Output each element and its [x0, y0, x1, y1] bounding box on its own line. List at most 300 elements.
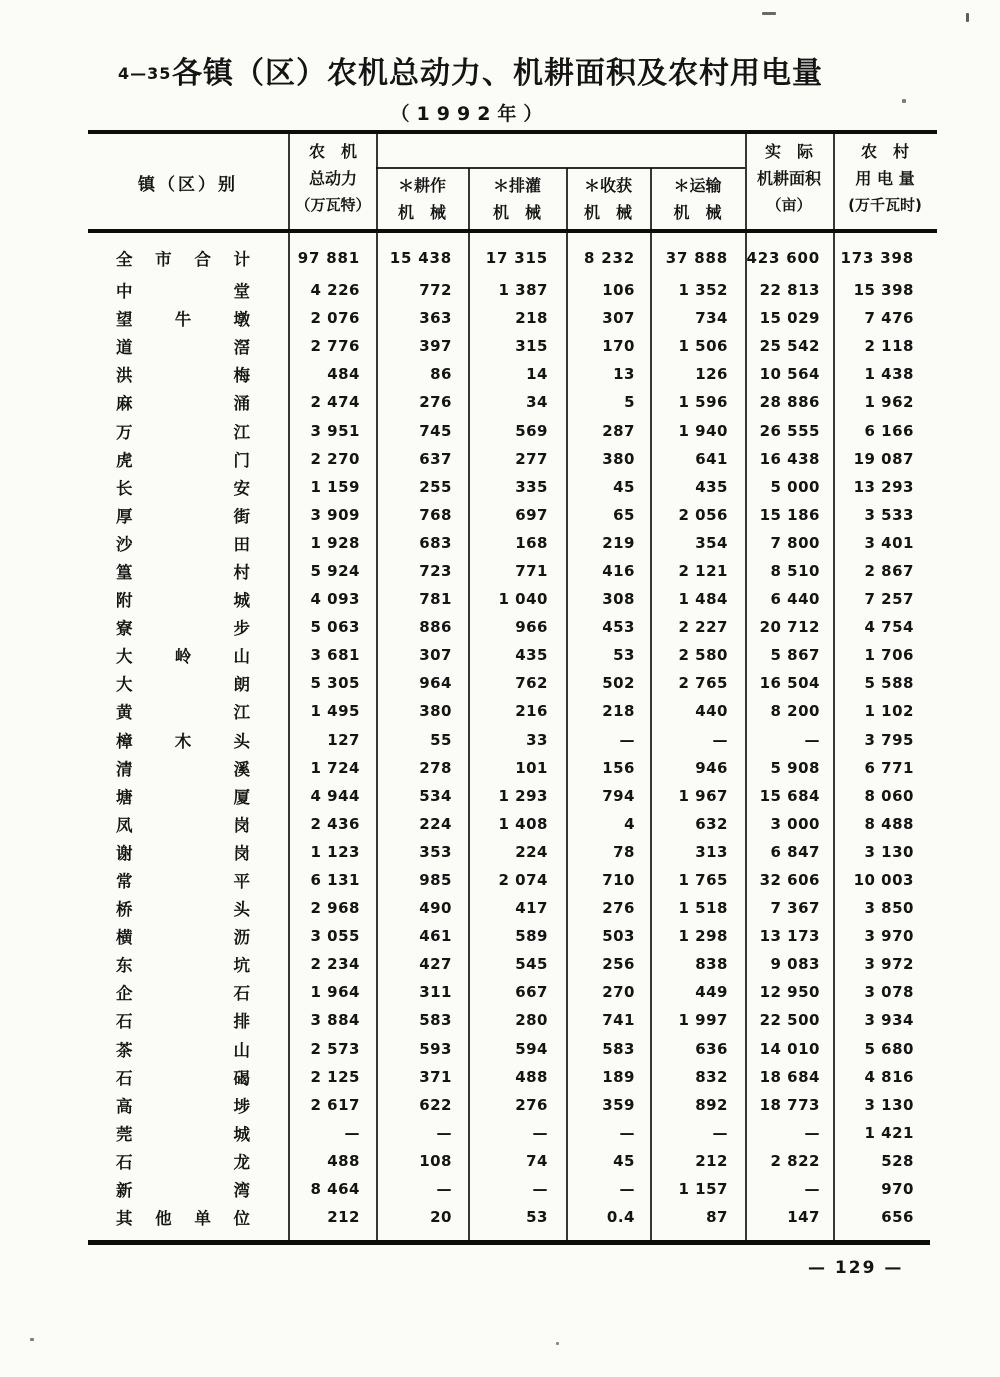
cell-harvest: 170	[602, 337, 635, 356]
row-label-char: 排	[233, 1012, 250, 1032]
cell-electricity: 6 771	[864, 758, 914, 777]
cell-area: 12 950	[759, 983, 820, 1002]
row-label-char: 村	[233, 562, 250, 582]
cell-area: 147	[787, 1208, 820, 1227]
cell-irrigation: 74	[526, 1151, 548, 1170]
row-label-char: 田	[233, 534, 250, 554]
page-subtitle: （1992年）	[390, 103, 550, 125]
row-label	[88, 503, 288, 527]
cell-power: 2 234	[310, 955, 360, 974]
row-label-text	[116, 840, 250, 864]
table-row	[88, 1203, 940, 1231]
cell-area: 15 684	[759, 786, 820, 805]
cell-electricity: 3 533	[864, 505, 914, 524]
row-label-char: 石	[116, 1152, 133, 1172]
cell-harvest: 53	[613, 646, 635, 665]
table-row	[88, 360, 940, 388]
cell-harvest: 502	[602, 674, 635, 693]
cell-harvest: 218	[602, 702, 635, 721]
scan-speck	[30, 1338, 34, 1341]
row-label	[88, 1008, 288, 1032]
cell-area: 25 542	[759, 337, 820, 356]
cell-tillage: 15 438	[389, 249, 452, 267]
row-label-char: 单	[194, 1209, 211, 1229]
row-label-char: 滘	[233, 338, 250, 358]
cell-power: 2 474	[310, 393, 360, 412]
row-label-char: 岗	[233, 843, 250, 863]
row-label-text	[116, 671, 250, 695]
row-label-text	[116, 246, 250, 270]
row-label-char: 朗	[233, 675, 250, 695]
cell-irrigation: 14	[526, 365, 548, 384]
row-label-text	[116, 362, 250, 386]
row-label	[88, 390, 288, 414]
cell-irrigation: 488	[515, 1067, 548, 1086]
cell-transport: 435	[695, 477, 728, 496]
row-label	[88, 334, 288, 358]
cell-power: 5 063	[310, 618, 360, 637]
row-label-char: 堂	[233, 282, 250, 302]
row-label-char: 大	[116, 675, 133, 695]
table-row	[88, 1119, 940, 1147]
table-row	[88, 1091, 940, 1119]
row-label-char: 横	[116, 928, 133, 948]
cell-electricity: 3 401	[864, 533, 914, 552]
cell-irrigation: 216	[515, 702, 548, 721]
row-label-char: 高	[116, 1096, 133, 1116]
row-label	[88, 559, 288, 583]
table-row	[88, 838, 940, 866]
table-row	[88, 894, 940, 922]
cell-tillage: 307	[419, 646, 452, 665]
cell-harvest: 503	[602, 927, 635, 946]
cell-harvest: 710	[602, 871, 635, 890]
cell-harvest: 256	[602, 955, 635, 974]
row-label-char: 他	[155, 1209, 172, 1229]
row-label	[88, 362, 288, 386]
row-label-text	[116, 868, 250, 892]
cell-harvest: 106	[602, 281, 635, 300]
cell-transport: 1 596	[678, 393, 728, 412]
cell-electricity: 970	[881, 1180, 914, 1199]
table-body	[88, 240, 940, 1231]
cell-area: 10 564	[759, 365, 820, 384]
cell-irrigation: 218	[515, 309, 548, 328]
table-row	[88, 388, 940, 416]
cell-electricity: 2 867	[864, 561, 914, 580]
cell-tillage: 781	[419, 590, 452, 609]
row-label-char: 塘	[116, 787, 133, 807]
cell-area: 9 083	[770, 955, 820, 974]
row-label-text	[116, 1149, 250, 1173]
table-row	[88, 304, 940, 332]
row-label-char: 企	[116, 984, 133, 1004]
scan-speck	[902, 99, 906, 103]
row-label-char: 全	[116, 250, 133, 269]
cell-power: 5 305	[310, 674, 360, 693]
cell-transport: 2 056	[678, 505, 728, 524]
cell-area: 16 504	[759, 674, 820, 693]
header-unit: （万瓦特）	[295, 196, 371, 214]
cell-electricity: 2 118	[864, 337, 914, 356]
cell-power: 4 226	[310, 281, 360, 300]
cell-tillage: 276	[419, 393, 452, 412]
table-row	[88, 669, 940, 697]
row-label-char: 城	[233, 1124, 250, 1144]
cell-transport: 440	[695, 702, 728, 721]
table-row	[88, 1063, 940, 1091]
cell-electricity: 8 488	[864, 814, 914, 833]
cell-area: 18 684	[759, 1067, 820, 1086]
cell-power: 1 964	[310, 983, 360, 1002]
row-label-char: 湾	[233, 1181, 250, 1201]
row-label-char: 沥	[233, 928, 250, 948]
cell-electricity: 13 293	[853, 477, 914, 496]
cell-irrigation: 435	[515, 646, 548, 665]
row-label-char: 沙	[116, 534, 133, 554]
row-label-char: 篁	[116, 562, 133, 582]
cell-area: 15 186	[759, 505, 820, 524]
row-label-char: 道	[116, 338, 133, 358]
table-row	[88, 613, 940, 641]
cell-irrigation: 335	[515, 477, 548, 496]
table-row-citywide-total	[88, 240, 940, 276]
row-label	[88, 756, 288, 780]
table-row	[88, 416, 940, 444]
row-label-char: 厦	[233, 787, 250, 807]
cell-transport: 641	[695, 449, 728, 468]
cell-tillage: 278	[419, 758, 452, 777]
cell-power: 484	[327, 365, 360, 384]
cell-harvest: 5	[624, 393, 635, 412]
cell-tillage: 637	[419, 449, 452, 468]
row-label-text	[116, 447, 250, 471]
cell-electricity: 656	[881, 1208, 914, 1227]
table-row	[88, 501, 940, 529]
row-label-char: 合	[194, 250, 211, 269]
row-label-char: 计	[233, 250, 250, 269]
header-line: 用 电 量	[855, 169, 915, 188]
cell-transport: 636	[695, 1039, 728, 1058]
cell-electricity: 7 257	[864, 590, 914, 609]
cell-irrigation: 53	[526, 1208, 548, 1227]
header-line: 机 械	[583, 203, 632, 222]
cell-transport: 2 580	[678, 646, 728, 665]
cell-irrigation: 1 293	[498, 786, 548, 805]
cell-area: 7 367	[770, 899, 820, 918]
row-label	[88, 896, 288, 920]
header-line: 机 械	[492, 203, 541, 222]
table-row	[88, 332, 940, 360]
row-label-char: 碣	[233, 1068, 250, 1088]
cell-tillage: 534	[419, 786, 452, 805]
cell-area: 14 010	[759, 1039, 820, 1058]
cell-power: 2 436	[310, 814, 360, 833]
cell-area: 423 600	[746, 249, 820, 267]
cell-power: 2 776	[310, 337, 360, 356]
row-label-text	[116, 952, 250, 976]
cell-area: —	[804, 1180, 820, 1199]
cell-tillage: 224	[419, 814, 452, 833]
cell-electricity: 3 970	[864, 927, 914, 946]
row-label-char: 头	[233, 900, 250, 920]
cell-harvest: 359	[602, 1095, 635, 1114]
cell-harvest: 156	[602, 758, 635, 777]
cell-electricity: 6 166	[864, 421, 914, 440]
cell-harvest: 308	[602, 590, 635, 609]
cell-transport: 832	[695, 1067, 728, 1086]
cell-transport: 1 484	[678, 590, 728, 609]
row-label-char: 木	[174, 731, 192, 751]
row-label-char: 山	[233, 1040, 250, 1060]
header-line: 总动力	[308, 169, 357, 188]
header-machine-tilled-area	[745, 138, 833, 219]
row-label-text	[116, 980, 250, 1004]
cell-area: 22 500	[759, 1011, 820, 1030]
row-label-text	[116, 812, 250, 836]
row-label	[88, 812, 288, 836]
cell-harvest: 0.4	[606, 1208, 635, 1227]
row-label	[88, 699, 288, 723]
row-label-char: 平	[233, 872, 250, 892]
table-number: 4—35	[118, 64, 172, 83]
scan-speck	[556, 1342, 559, 1345]
cell-irrigation: 545	[515, 955, 548, 974]
cell-irrigation: 276	[515, 1095, 548, 1114]
cell-harvest: 287	[602, 421, 635, 440]
table-row	[88, 922, 940, 950]
header-rural-electricity	[833, 138, 937, 219]
cell-electricity: 3 130	[864, 842, 914, 861]
cell-tillage: 311	[419, 983, 452, 1002]
header-line: ＊收获	[583, 176, 632, 195]
row-label-char: 大	[116, 647, 133, 667]
row-label-char: 山	[233, 647, 250, 667]
cell-power: 2 573	[310, 1039, 360, 1058]
cell-irrigation: 33	[526, 730, 548, 749]
table-row	[88, 782, 940, 810]
row-label-text	[116, 1121, 250, 1145]
cell-power: 97 881	[297, 249, 360, 267]
row-label-text	[116, 503, 250, 527]
cell-area: 6 440	[770, 590, 820, 609]
cell-irrigation: 697	[515, 505, 548, 524]
cell-area: —	[804, 730, 820, 749]
cell-tillage: 583	[419, 1011, 452, 1030]
table-row	[88, 950, 940, 978]
table-row	[88, 1175, 940, 1203]
row-label	[88, 419, 288, 443]
row-label	[88, 840, 288, 864]
row-label-char: 茶	[116, 1040, 133, 1060]
row-label	[88, 1121, 288, 1145]
cell-electricity: 528	[881, 1151, 914, 1170]
row-label	[88, 246, 288, 270]
cell-transport: —	[712, 730, 728, 749]
cell-power: 3 909	[310, 505, 360, 524]
cell-transport: 632	[695, 814, 728, 833]
row-label-text	[116, 390, 250, 414]
row-label-char: 附	[116, 591, 133, 611]
row-label	[88, 643, 288, 667]
cell-irrigation: 315	[515, 337, 548, 356]
cell-harvest: 453	[602, 618, 635, 637]
machinery-box-top-line	[376, 167, 745, 169]
cell-power: 1 159	[310, 477, 360, 496]
cell-area: 26 555	[759, 421, 820, 440]
cell-irrigation: 762	[515, 674, 548, 693]
row-label-char: 步	[233, 619, 250, 639]
table-row	[88, 978, 940, 1006]
row-label	[88, 671, 288, 695]
table-row	[88, 445, 940, 473]
row-label	[88, 1205, 288, 1229]
cell-irrigation: 280	[515, 1011, 548, 1030]
header-unit: （亩）	[766, 196, 812, 214]
cell-power: 2 968	[310, 899, 360, 918]
header-town-district: 镇（区）别	[138, 175, 238, 195]
row-label	[88, 1177, 288, 1201]
cell-irrigation: 771	[515, 561, 548, 580]
cell-electricity: 8 060	[864, 786, 914, 805]
row-label-text	[116, 587, 250, 611]
cell-tillage: 593	[419, 1039, 452, 1058]
row-label-text	[116, 1008, 250, 1032]
row-label	[88, 447, 288, 471]
row-label-text	[116, 1037, 250, 1061]
cell-harvest: 276	[602, 899, 635, 918]
cell-electricity: 3 934	[864, 1011, 914, 1030]
cell-irrigation: —	[532, 1123, 548, 1142]
cell-tillage: 768	[419, 505, 452, 524]
cell-tillage: 490	[419, 899, 452, 918]
row-label-char: 樟	[116, 731, 133, 751]
header-line: 农 村	[860, 142, 909, 161]
cell-harvest: 189	[602, 1067, 635, 1086]
cell-electricity: 5 588	[864, 674, 914, 693]
cell-electricity: 3 130	[864, 1095, 914, 1114]
cell-electricity: 1 102	[864, 702, 914, 721]
cell-power: 3 884	[310, 1011, 360, 1030]
cell-area: 15 029	[759, 309, 820, 328]
row-label-char: 埗	[233, 1096, 250, 1116]
cell-tillage: 55	[430, 730, 452, 749]
table-row	[88, 726, 940, 754]
cell-power: 6 131	[310, 871, 360, 890]
row-label-char: 坑	[233, 956, 250, 976]
cell-area: 32 606	[759, 871, 820, 890]
header-line: 机耕面积	[756, 169, 821, 188]
header-harvest-machinery	[566, 172, 650, 226]
cell-harvest: —	[619, 730, 635, 749]
cell-transport: 1 157	[678, 1180, 728, 1199]
cell-transport: 1 298	[678, 927, 728, 946]
row-label-char: 岗	[233, 815, 250, 835]
cell-area: 8 510	[770, 561, 820, 580]
row-label-text	[116, 1205, 250, 1229]
row-label-char: 头	[233, 731, 250, 751]
cell-power: 8 464	[310, 1180, 360, 1199]
row-label-char: 墩	[233, 310, 250, 330]
header-unit: (万千瓦时)	[848, 196, 922, 214]
cell-electricity: 5 680	[864, 1039, 914, 1058]
cell-area: 5 908	[770, 758, 820, 777]
cell-tillage: 255	[419, 477, 452, 496]
cell-power: 1 495	[310, 702, 360, 721]
row-label-char: 涌	[233, 394, 250, 414]
cell-harvest: 45	[613, 1151, 635, 1170]
cell-harvest: 380	[602, 449, 635, 468]
cell-electricity: 3 850	[864, 899, 914, 918]
scan-speck	[966, 13, 969, 22]
row-label	[88, 587, 288, 611]
cell-power: 1 928	[310, 533, 360, 552]
cell-transport: 37 888	[665, 249, 728, 267]
cell-electricity: 15 398	[853, 281, 914, 300]
cell-area: 28 886	[759, 393, 820, 412]
header-line: 机 械	[397, 203, 446, 222]
row-label-char: 梅	[233, 366, 250, 386]
cell-transport: 87	[706, 1208, 728, 1227]
cell-transport: 946	[695, 758, 728, 777]
cell-harvest: 270	[602, 983, 635, 1002]
header-line: 机 械	[673, 203, 722, 222]
cell-area: 7 800	[770, 533, 820, 552]
row-label	[88, 1037, 288, 1061]
cell-tillage: 86	[430, 365, 452, 384]
cell-irrigation: 168	[515, 533, 548, 552]
row-label-char: 万	[116, 422, 133, 442]
row-label	[88, 1065, 288, 1089]
cell-electricity: 10 003	[853, 871, 914, 890]
cell-tillage: 363	[419, 309, 452, 328]
table-bottom-rule	[88, 1240, 930, 1245]
cell-transport: 1 940	[678, 421, 728, 440]
cell-tillage: —	[436, 1123, 452, 1142]
row-label-char: 门	[233, 450, 250, 470]
cell-irrigation: 2 074	[498, 871, 548, 890]
cell-harvest: 794	[602, 786, 635, 805]
cell-area: 13 173	[759, 927, 820, 946]
row-label-char: 桥	[116, 900, 133, 920]
cell-irrigation: —	[532, 1180, 548, 1199]
row-label	[88, 306, 288, 330]
cell-transport: 212	[695, 1151, 728, 1170]
cell-area: 5 000	[770, 477, 820, 496]
cell-transport: 1 997	[678, 1011, 728, 1030]
cell-power: 2 617	[310, 1095, 360, 1114]
row-label-text	[116, 334, 250, 358]
cell-power: 3 055	[310, 927, 360, 946]
page-title: 各镇（区）农机总动力、机耕面积及农村用电量	[172, 56, 823, 91]
row-label	[88, 615, 288, 639]
cell-transport: 1 518	[678, 899, 728, 918]
row-label	[88, 475, 288, 499]
header-line: 农 机	[308, 142, 357, 161]
cell-transport: 892	[695, 1095, 728, 1114]
table-row	[88, 1006, 940, 1034]
header-line: ＊排灌	[492, 176, 541, 195]
row-label-char: 麻	[116, 394, 133, 414]
row-label-text	[116, 419, 250, 443]
row-label-char: 石	[116, 1012, 133, 1032]
cell-irrigation: 594	[515, 1039, 548, 1058]
row-label-char: 莞	[116, 1124, 133, 1144]
table-row	[88, 697, 940, 725]
cell-tillage: 371	[419, 1067, 452, 1086]
table-row	[88, 1035, 940, 1063]
row-label-char: 厚	[116, 506, 133, 526]
